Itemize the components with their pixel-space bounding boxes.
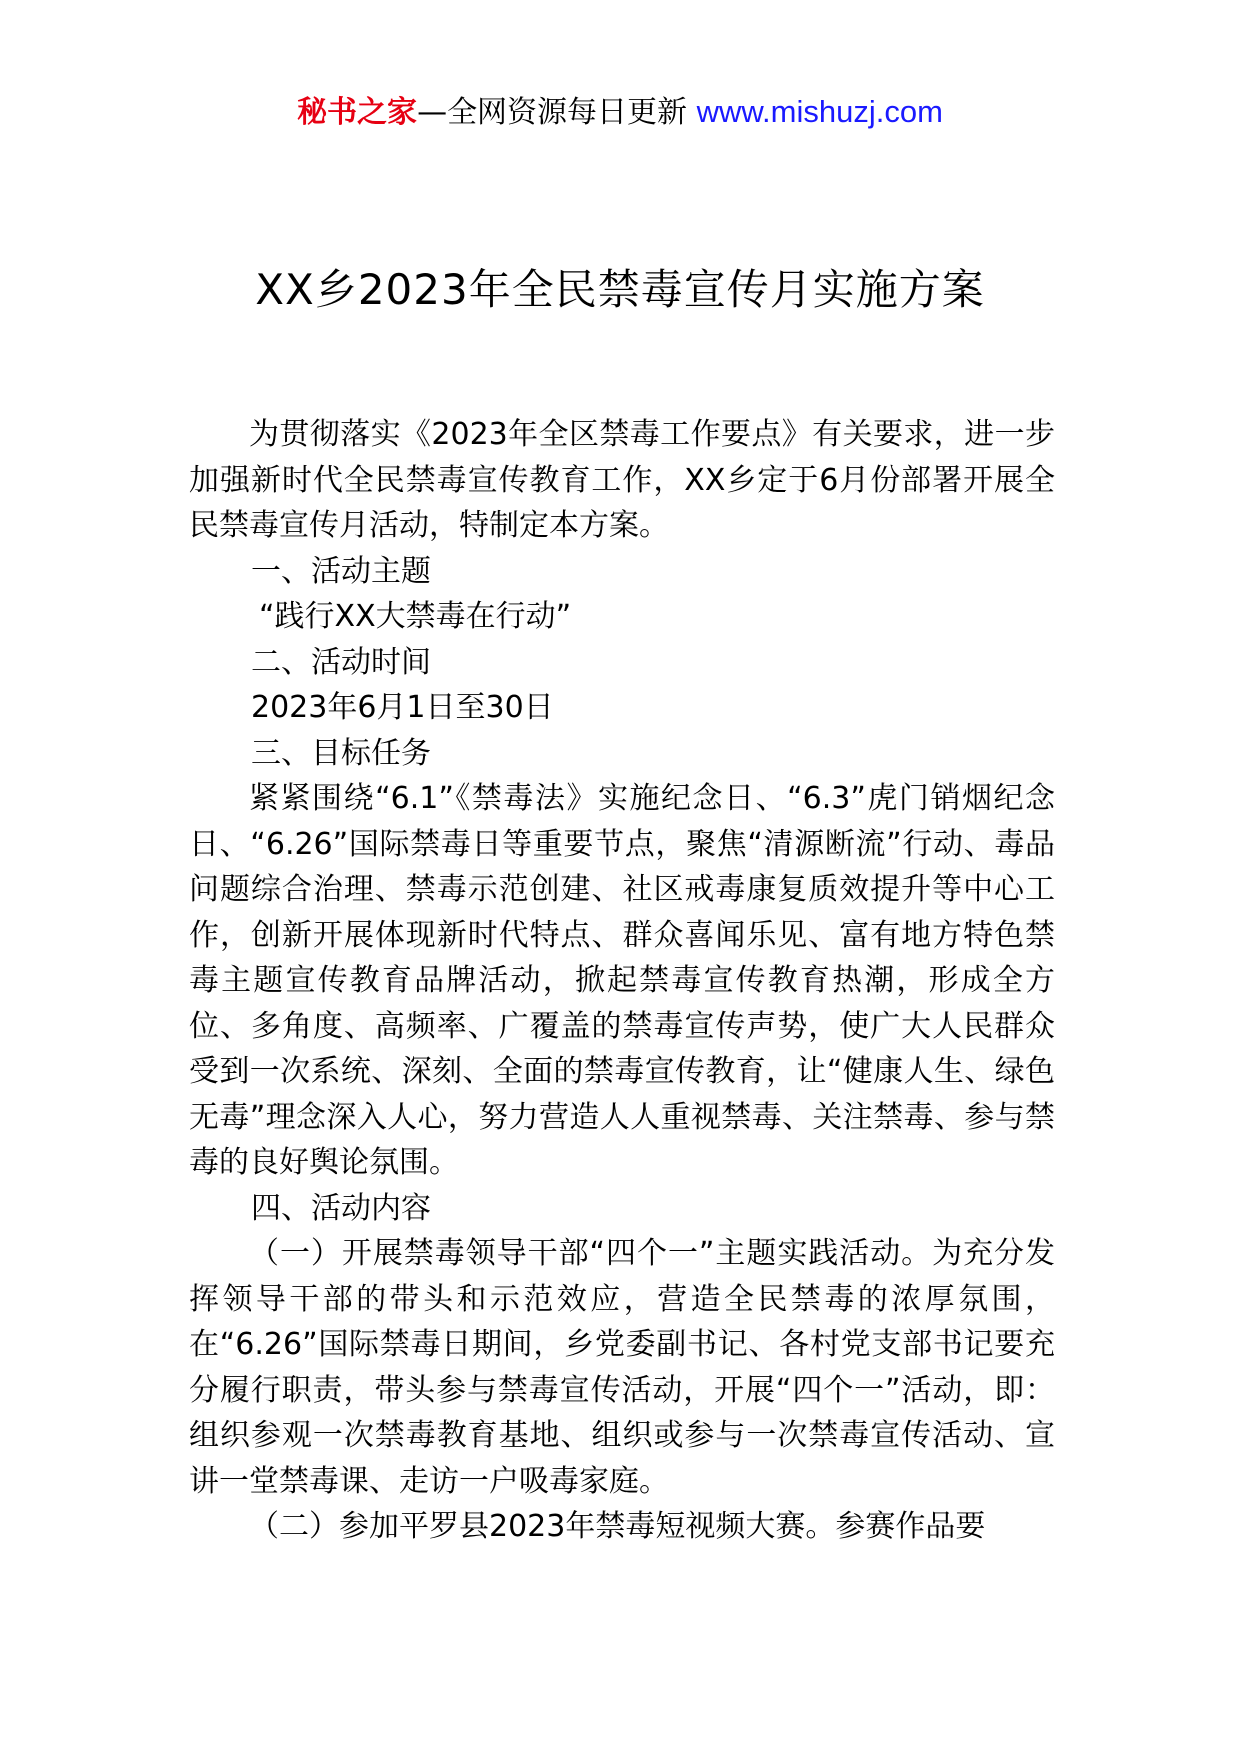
section-heading-goals: 三、目标任务: [251, 735, 431, 771]
section-heading-theme: 一、活动主题: [251, 553, 431, 589]
intro-paragraph: 为贯彻落实《2023年全区禁毒工作要点》有关要求，进一步加强新时代全民禁毒宣传教育工作，XX乡定于6月份部署开展全民禁毒宣传月活动，特制定本方案。: [189, 417, 1055, 543]
goals-paragraph: 紧紧围绕“6.1”《禁毒法》实施纪念日、“6.3”虎门销烟纪念日、“6.26”国际禁毒日等重要节点，聚焦“清源断流”行动、毒品问题综合治理、禁毒示范创建、社区戒毒康复质效提升等中心工作，创新开展体现新时代特点、群众喜闻乐见、富有地方特色禁毒主题宣传教育品牌活动，掀起禁毒宣传教育热潮，形成全方位、多角度、高频率、广覆盖的禁毒宣传声势，使广大人民群众受到一次系统、深刻、全面的禁毒宣传教育，让“健康人生、绿色无毒”理念深入人心，努力营造人人重视禁毒、关注禁毒、参与禁毒的良好舆论氛围。: [189, 781, 1055, 1180]
activity-theme-text: “践行XX大禁毒在行动”: [259, 599, 572, 634]
site-slogan: —全网资源每日更新: [417, 95, 697, 130]
site-url-link[interactable]: www.mishuzj.com: [696, 94, 943, 129]
content-item-2-paragraph: （二）参加平罗县2023年禁毒短视频大赛。参赛作品要: [249, 1509, 986, 1544]
document-title: XX乡2023年全民禁毒宣传月实施方案: [255, 265, 985, 314]
section-heading-content: 四、活动内容: [251, 1190, 431, 1226]
content-item-1-paragraph: （一）开展禁毒领导干部“四个一”主题实践活动。为充分发挥领导干部的带头和示范效应，营造全民禁毒的浓厚氛围，在“6.26”国际禁毒日期间，乡党委副书记、各村党支部书记要充分履行职责，带头参与禁毒宣传活动，开展“四个一”活动，即：组织参观一次禁毒教育基地、组织或参与一次禁毒宣传活动、宣讲一堂禁毒课、走访一户吸毒家庭。: [189, 1236, 1055, 1499]
section-heading-time: 二、活动时间: [251, 644, 431, 680]
document-body: [189, 412, 1055, 1550]
site-header-banner: [0, 92, 1240, 133]
activity-time-text: 2023年6月1日至30日: [251, 690, 554, 725]
site-brand-name: 秘书之家: [297, 95, 418, 130]
